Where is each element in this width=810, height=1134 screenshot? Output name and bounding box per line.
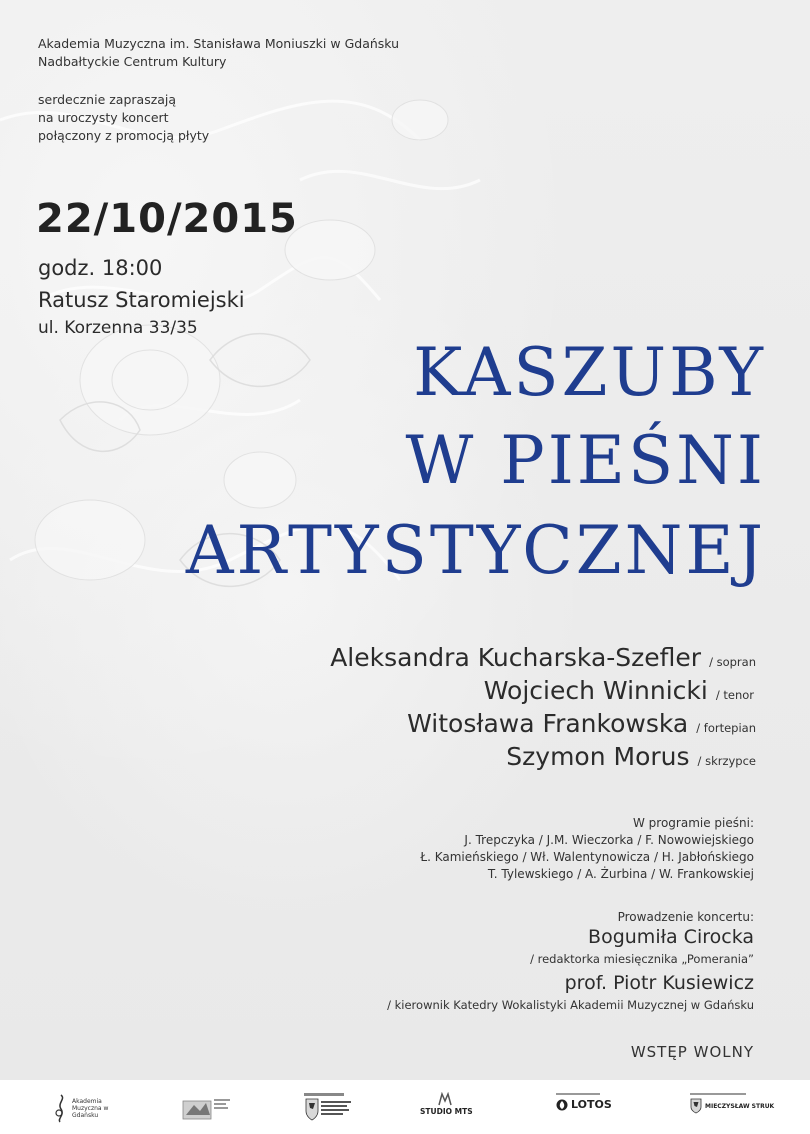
pomeranian-griffin-icon xyxy=(304,1093,358,1123)
hosts-heading: Prowadzenie koncertu: xyxy=(617,910,754,924)
pomeranian-region-logo xyxy=(304,1092,358,1124)
event-date: 22/10/2015 xyxy=(36,196,298,242)
host-name-2: prof. Piotr Kusiewicz xyxy=(564,972,754,994)
title-line-1: KASZUBY xyxy=(413,334,766,411)
studio-mts-text: STUDIO MTS xyxy=(420,1107,473,1116)
performer-name: Witosława Frankowska xyxy=(407,709,689,738)
invite-line-1: serdecznie zapraszają xyxy=(38,92,177,107)
marshal-griffin-shield-icon xyxy=(690,1098,702,1114)
lotos-partner-caption-icon xyxy=(556,1092,600,1096)
patronage-caption-icon xyxy=(690,1092,746,1096)
organizer-academy: Akademia Muzyczna im. Stanisława Moniuszki w Gdańsku xyxy=(38,36,400,51)
performer-row xyxy=(506,742,756,771)
lotos-text: LOTOS xyxy=(571,1098,612,1111)
lotos-logo xyxy=(556,1092,612,1124)
event-venue: Ratusz Staromiejski xyxy=(38,288,245,312)
title-line-3: ARTYSTYCZNEJ xyxy=(185,512,766,589)
title-line-2: W PIEŚNI xyxy=(405,422,766,499)
performer-role: / fortepian xyxy=(696,721,756,735)
host-role-2: / kierownik Katedry Wokalistyki Akademii Muzycznej w Gdańsku xyxy=(387,998,754,1012)
invite-line-2: na uroczysty koncert xyxy=(38,110,169,125)
performer-name: Aleksandra Kucharska-Szefler xyxy=(330,643,702,672)
performer-role: / tenor xyxy=(715,688,754,702)
academy-logo xyxy=(54,1092,124,1124)
performer-row xyxy=(407,709,756,738)
performer-row xyxy=(484,676,754,705)
admission-free: WSTĘP WOLNY xyxy=(630,1043,754,1061)
academy-logo-text: Akademia Muzyczna w Gdańsku xyxy=(72,1097,109,1119)
program-line-2: Ł. Kamieńskiego / Wł. Walentynowicza / H. Jabłońskiego xyxy=(420,850,754,864)
performer-name: Wojciech Winnicki xyxy=(483,676,708,705)
studio-mts-logo xyxy=(420,1092,473,1124)
performer-row xyxy=(330,643,756,672)
academy-g-clef-icon xyxy=(54,1093,68,1123)
sponsor-footer xyxy=(0,1080,810,1134)
invite-line-3: połączony z promocją płyty xyxy=(38,128,210,143)
lotos-flower-icon xyxy=(556,1099,568,1111)
performer-name: Szymon Morus xyxy=(506,742,690,771)
program-heading: W programie pieśni: xyxy=(632,816,754,830)
performer-role: / sopran xyxy=(709,655,756,669)
organizer-culture-centre: Nadbałtyckie Centrum Kultury xyxy=(38,54,227,69)
host-name-1: Bogumiła Cirocka xyxy=(588,926,754,948)
culture-centre-logo xyxy=(182,1092,232,1124)
program-line-1: J. Trepczyka / J.M. Wieczorka / F. Nowowiejskiego xyxy=(464,833,754,847)
marshal-patronage-logo xyxy=(690,1092,774,1124)
marshal-name-text: MIECZYSŁAW STRUK xyxy=(705,1102,775,1110)
program-line-3: T. Tylewskiego / A. Żurbina / W. Frankowskiej xyxy=(487,867,754,881)
studio-mts-icon xyxy=(436,1092,456,1106)
event-time: godz. 18:00 xyxy=(38,256,163,280)
performer-role: / skrzypce xyxy=(697,754,756,768)
event-address: ul. Korzenna 33/35 xyxy=(38,318,198,338)
culture-centre-emblem-icon xyxy=(182,1095,232,1121)
host-role-1: / redaktorka miesięcznika „Pomerania” xyxy=(530,952,754,966)
